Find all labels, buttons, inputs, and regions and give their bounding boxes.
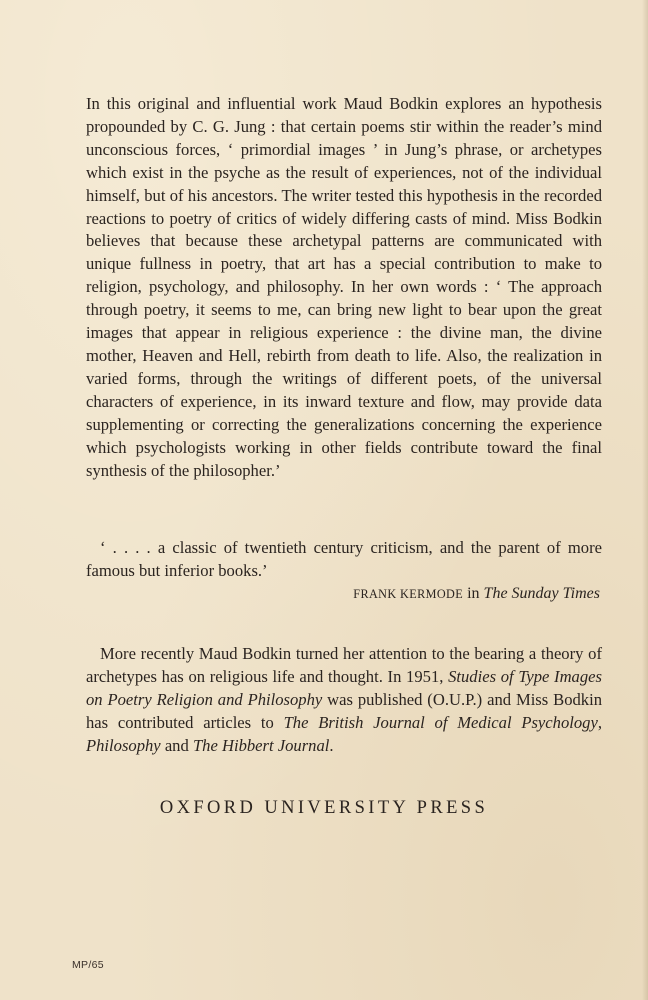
- review-source: The Sunday Times: [483, 584, 600, 602]
- author-bio-paragraph: [86, 643, 602, 758]
- review-author: FRANK KERMODE: [353, 586, 464, 601]
- bio-journal-2: Philosophy: [86, 735, 161, 755]
- bio-end: .: [329, 735, 334, 755]
- bio-journal-1: The British Journal of Medical Psychology: [283, 712, 598, 732]
- review-quote-text: ‘ . . . . a classic of twentieth century criticism, and the parent of more famous but inferior books.’: [86, 538, 602, 580]
- bio-separator-2: and: [160, 735, 193, 755]
- bio-separator-1: ,: [597, 712, 602, 732]
- review-quote: [86, 537, 602, 605]
- review-connector: in: [467, 584, 480, 602]
- page-edge-shadow: [642, 0, 648, 1000]
- bio-journal-3: The Hibbert Journal: [192, 735, 330, 755]
- bio-book-title: Studies of Type Images on Poetry Religion and Philosophy: [86, 666, 602, 709]
- bio-text-part2: was published (O.U.P.) and Miss Bodkin has contributed articles to: [86, 689, 602, 732]
- description-paragraph: In this original and influential work Maud Bodkin explores an hypothesis propounded by C. G. Jung : that certain poems stir within the reader’s mind unconscious forces, ‘ primordial images ’ in Jung’s phrase, or archetypes which exist in the psyche as the result of experiences, not of the individual himself, but of his ancestors. The writer tested this hypothesis in the recorded reactions to poetry of critics of widely differing casts of mind. Miss Bodkin believes that because these archetypal patterns are communicated with unique fullness in poetry, that art has a special contribution to make to religion, psychology, and philosophy. In her own words : ‘ The approach through poetry, it seems to me, can bring new light to bear upon the great images that appear in religious experience : the divine man, the divine mother, Heaven and Hell, rebirth from death to life. Also, the realization in varied forms, through the writings of different poets, of the universal characters of experience, in its inward texture and flow, may provide data supplementing or correcting the generalizations concerning the experience which psychologists working in other fields contribute toward the final synthesis of the philosopher.’: [86, 94, 602, 480]
- catalog-code: MP/65: [72, 959, 104, 971]
- bio-text-part1: More recently Maud Bodkin turned her attention to the bearing a theory of archetypes has on religious life and thought. In 1951,: [86, 644, 602, 686]
- publisher-name: OXFORD UNIVERSITY PRESS: [159, 798, 489, 818]
- review-attribution: [86, 583, 602, 605]
